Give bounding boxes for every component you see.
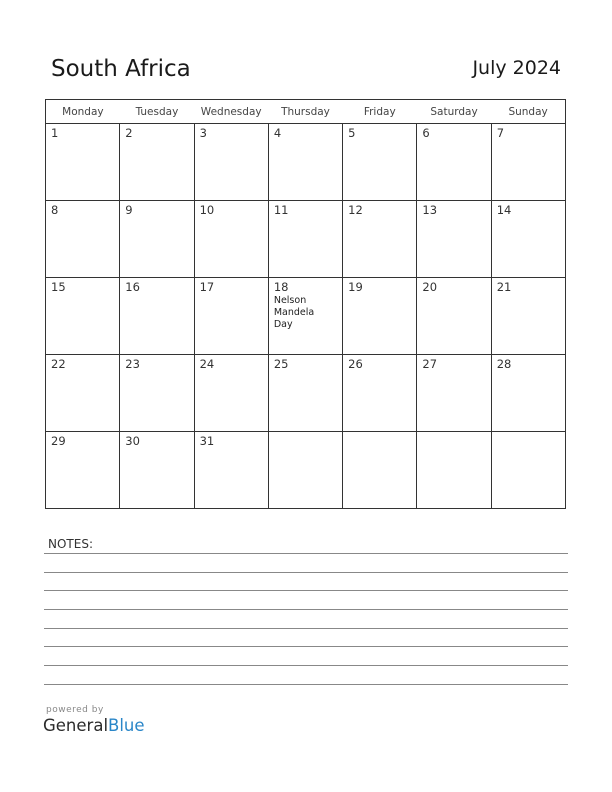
day-number: 16 [125,280,140,294]
week-row [46,201,566,278]
day-cell [417,124,491,201]
generalblue-logo [43,716,145,735]
day-number: 19 [348,280,363,294]
notes-line [44,646,568,647]
day-cell [194,278,268,355]
weekday-header: Sunday [491,100,565,124]
day-cell [120,432,194,509]
day-number: 4 [273,126,282,140]
day-cell [46,124,120,201]
day-cell [194,355,268,432]
day-cell [120,201,194,278]
day-number: 6 [422,126,430,140]
day-number: 31 [199,434,215,448]
day-cell [120,355,194,432]
day-number: 29 [51,434,66,448]
calendar-country-title: South Africa [51,56,191,82]
day-number: 7 [496,126,505,140]
day-cell [343,201,417,278]
day-number: 8 [51,203,59,217]
week-row [46,432,566,509]
logo-text-blue: Blue [108,716,145,735]
weekday-header: Thursday [268,100,342,124]
powered-by-text: powered by [46,705,104,715]
day-cell [120,278,194,355]
day-cell [417,278,491,355]
day-cell [343,278,417,355]
day-number: 28 [496,357,512,371]
day-number: 14 [496,203,512,217]
weekday-header: Saturday [417,100,491,124]
day-number: 24 [199,357,215,371]
day-cell-empty [491,432,565,509]
day-cell [417,201,491,278]
calendar-grid [45,99,566,509]
notes-line [44,628,568,629]
day-cell [194,201,268,278]
logo-text-general: General [43,716,109,735]
weekday-header: Monday [46,100,120,124]
day-number: 22 [51,357,66,371]
day-number: 9 [125,203,133,217]
day-cell [491,355,565,432]
calendar-month-title: July 2024 [472,57,561,79]
day-cell [491,124,565,201]
day-number: 25 [273,357,289,371]
day-cell [46,355,120,432]
day-number: 1 [51,126,59,140]
holiday-label: Nelson Mandela Day [273,295,315,330]
day-cell-holiday [268,278,342,355]
day-number: 21 [496,280,512,294]
week-row [46,278,566,355]
day-cell-empty [343,432,417,509]
day-cell-empty [268,432,342,509]
week-row [46,355,566,432]
day-number: 27 [422,357,438,371]
day-cell [491,201,565,278]
day-number: 26 [348,357,363,371]
day-cell [268,355,342,432]
day-number: 12 [348,203,363,217]
day-number: 2 [125,126,133,140]
weekday-header: Tuesday [120,100,194,124]
day-number: 11 [273,203,289,217]
weekday-header: Friday [343,100,417,124]
day-number: 5 [348,126,356,140]
week-row [46,124,566,201]
notes-line [44,553,568,554]
day-number: 15 [51,280,66,294]
day-cell [491,278,565,355]
notes-line [44,609,568,610]
day-number: 30 [125,434,140,448]
day-cell [268,201,342,278]
day-cell [343,355,417,432]
day-cell [268,124,342,201]
day-number: 10 [199,203,215,217]
day-number: 13 [422,203,438,217]
day-cell [46,432,120,509]
notes-line [44,590,568,591]
notes-line [44,572,568,573]
day-number: 17 [199,280,215,294]
day-cell [46,278,120,355]
day-number: 20 [422,280,438,294]
notes-line [44,665,568,666]
day-cell [194,124,268,201]
day-cell-empty [417,432,491,509]
weekday-header: Wednesday [194,100,268,124]
day-cell [120,124,194,201]
day-number: 18 [273,280,289,294]
day-number: 3 [199,126,207,140]
day-number: 23 [125,357,140,371]
day-cell [343,124,417,201]
day-cell [194,432,268,509]
day-cell [417,355,491,432]
weekday-header-row [46,100,566,124]
day-cell [46,201,120,278]
notes-label: NOTES: [48,537,93,551]
notes-line [44,684,568,685]
